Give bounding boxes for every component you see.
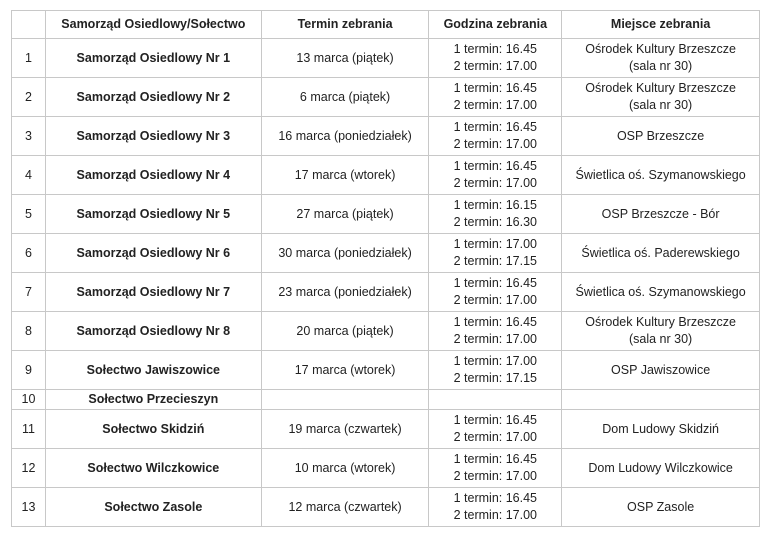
cell-name bbox=[45, 39, 261, 78]
cell-place bbox=[562, 312, 760, 351]
cell-num bbox=[12, 195, 46, 234]
cell-name bbox=[45, 449, 261, 488]
cell-time-time2: 2 termin: 17.00 bbox=[453, 137, 538, 151]
cell-date bbox=[261, 117, 429, 156]
cell-time bbox=[429, 449, 562, 488]
header-time: Godzina zebrania bbox=[429, 11, 562, 39]
cell-time-time2: 2 termin: 17.00 bbox=[453, 59, 538, 73]
cell-time-time2: 2 termin: 17.00 bbox=[453, 332, 538, 346]
cell-name bbox=[45, 195, 261, 234]
cell-num-num: 10 bbox=[21, 392, 36, 406]
cell-date-date: 27 marca (piątek) bbox=[296, 206, 394, 221]
cell-name bbox=[45, 273, 261, 312]
cell-place-place2: (sala nr 30) bbox=[628, 59, 693, 73]
cell-name bbox=[45, 488, 261, 527]
cell-place-place1: Ośrodek Kultury Brzeszcze bbox=[585, 315, 736, 329]
cell-time bbox=[429, 410, 562, 449]
cell-name bbox=[45, 410, 261, 449]
cell-num bbox=[12, 390, 46, 410]
cell-place bbox=[562, 234, 760, 273]
cell-num-num: 11 bbox=[21, 421, 35, 436]
cell-place-place1: Świetlica oś. Paderewskiego bbox=[581, 245, 740, 260]
cell-name-name: Sołectwo Wilczkowice bbox=[87, 460, 220, 475]
cell-name-name: Sołectwo Zasole bbox=[104, 499, 203, 514]
cell-num-num: 1 bbox=[25, 50, 32, 65]
cell-date-date: 17 marca (wtorek) bbox=[294, 167, 396, 182]
table-row bbox=[12, 273, 760, 312]
cell-name bbox=[45, 390, 261, 410]
header-place: Miejsce zebrania bbox=[562, 11, 760, 39]
cell-time bbox=[429, 273, 562, 312]
header-name: Samorząd Osiedlowy/Sołectwo bbox=[45, 11, 261, 39]
cell-place bbox=[562, 117, 760, 156]
cell-name-name: Samorząd Osiedlowy Nr 8 bbox=[76, 323, 231, 338]
cell-date-date: 23 marca (poniedziałek) bbox=[278, 284, 412, 299]
cell-time bbox=[429, 78, 562, 117]
cell-time bbox=[429, 195, 562, 234]
cell-num-num: 8 bbox=[25, 323, 32, 338]
cell-time-time2: 2 termin: 17.15 bbox=[453, 254, 538, 268]
cell-date bbox=[261, 78, 429, 117]
cell-time-time1: 1 termin: 16.45 bbox=[453, 452, 538, 466]
table-row bbox=[12, 351, 760, 390]
cell-place-place1: OSP Brzeszcze bbox=[616, 128, 705, 143]
cell-date bbox=[261, 390, 429, 410]
table-body bbox=[12, 39, 760, 527]
cell-date bbox=[261, 488, 429, 527]
cell-name-name: Samorząd Osiedlowy Nr 5 bbox=[76, 206, 231, 221]
cell-place bbox=[562, 449, 760, 488]
cell-num bbox=[12, 410, 46, 449]
cell-name-name: Samorząd Osiedlowy Nr 2 bbox=[76, 89, 231, 104]
cell-date bbox=[261, 195, 429, 234]
cell-num-num: 6 bbox=[25, 245, 32, 260]
cell-num-num: 13 bbox=[21, 499, 36, 514]
cell-name bbox=[45, 234, 261, 273]
table-row bbox=[12, 117, 760, 156]
cell-time-time2: 2 termin: 16.30 bbox=[453, 215, 538, 229]
cell-time-time1: 1 termin: 16.15 bbox=[453, 198, 538, 212]
cell-place-place1: Ośrodek Kultury Brzeszcze bbox=[585, 81, 736, 95]
cell-name-name: Sołectwo Przecieszyn bbox=[88, 392, 219, 406]
cell-time-time1: 1 termin: 16.45 bbox=[453, 315, 538, 329]
cell-time-time1: 1 termin: 16.45 bbox=[453, 42, 538, 56]
cell-time-time1: 1 termin: 16.45 bbox=[453, 120, 538, 134]
cell-date-date: 6 marca (piątek) bbox=[299, 89, 391, 104]
cell-time-time1: 1 termin: 16.45 bbox=[453, 81, 538, 95]
cell-date-date: 30 marca (poniedziałek) bbox=[278, 245, 412, 260]
cell-place-place1: Ośrodek Kultury Brzeszcze bbox=[585, 42, 736, 56]
cell-name bbox=[45, 156, 261, 195]
cell-name-name: Samorząd Osiedlowy Nr 3 bbox=[76, 128, 231, 143]
cell-time-time2: 2 termin: 17.00 bbox=[453, 98, 538, 112]
cell-num bbox=[12, 312, 46, 351]
table-row bbox=[12, 78, 760, 117]
cell-time-time2: 2 termin: 17.00 bbox=[453, 508, 538, 522]
cell-time bbox=[429, 117, 562, 156]
cell-time bbox=[429, 312, 562, 351]
cell-time bbox=[429, 488, 562, 527]
cell-date bbox=[261, 449, 429, 488]
cell-place bbox=[562, 78, 760, 117]
cell-time-time2: 2 termin: 17.00 bbox=[453, 176, 538, 190]
cell-time-time1: 1 termin: 17.00 bbox=[453, 354, 538, 368]
cell-date bbox=[261, 312, 429, 351]
table-row bbox=[12, 449, 760, 488]
cell-time bbox=[429, 390, 562, 410]
cell-place bbox=[562, 390, 760, 410]
cell-num bbox=[12, 39, 46, 78]
cell-place-place1: OSP Zasole bbox=[627, 499, 695, 514]
table-row bbox=[12, 312, 760, 351]
cell-place-place1: Świetlica oś. Szymanowskiego bbox=[575, 284, 746, 299]
cell-num-num: 9 bbox=[25, 362, 32, 377]
cell-date-date: 16 marca (poniedziałek) bbox=[278, 128, 412, 143]
table-row bbox=[12, 390, 760, 410]
header-date: Termin zebrania bbox=[261, 11, 429, 39]
cell-num-num: 7 bbox=[25, 284, 32, 299]
cell-place bbox=[562, 273, 760, 312]
meetings-table bbox=[11, 10, 760, 527]
cell-num-num: 12 bbox=[21, 460, 36, 475]
cell-num-num: 4 bbox=[25, 167, 32, 182]
cell-date bbox=[261, 351, 429, 390]
cell-place bbox=[562, 410, 760, 449]
cell-name-name: Samorząd Osiedlowy Nr 4 bbox=[76, 167, 231, 182]
cell-num bbox=[12, 488, 46, 527]
cell-time bbox=[429, 351, 562, 390]
cell-place-place2: (sala nr 30) bbox=[628, 332, 693, 346]
cell-place bbox=[562, 195, 760, 234]
cell-time-time1: 1 termin: 16.45 bbox=[453, 159, 538, 173]
cell-time bbox=[429, 156, 562, 195]
cell-num-num: 2 bbox=[25, 89, 32, 104]
cell-place-place1: OSP Jawiszowice bbox=[611, 362, 711, 377]
table-row bbox=[12, 488, 760, 527]
cell-num bbox=[12, 117, 46, 156]
cell-place-place1: Dom Ludowy Skidziń bbox=[602, 421, 719, 436]
cell-date bbox=[261, 410, 429, 449]
cell-date bbox=[261, 156, 429, 195]
cell-name bbox=[45, 117, 261, 156]
table-row bbox=[12, 156, 760, 195]
cell-name bbox=[45, 351, 261, 390]
cell-date-date: 17 marca (wtorek) bbox=[294, 362, 396, 377]
cell-num bbox=[12, 273, 46, 312]
cell-time-time2: 2 termin: 17.00 bbox=[453, 430, 538, 444]
table-row bbox=[12, 39, 760, 78]
cell-place-place2: (sala nr 30) bbox=[628, 98, 693, 112]
cell-num bbox=[12, 156, 46, 195]
cell-num bbox=[12, 351, 46, 390]
cell-name-name: Sołectwo Skidziń bbox=[102, 421, 205, 436]
cell-name-name: Samorząd Osiedlowy Nr 1 bbox=[76, 50, 231, 65]
table-row bbox=[12, 410, 760, 449]
cell-time-time2: 2 termin: 17.15 bbox=[453, 371, 538, 385]
table-row bbox=[12, 234, 760, 273]
cell-num bbox=[12, 78, 46, 117]
cell-place-place1: Świetlica oś. Szymanowskiego bbox=[575, 167, 746, 182]
cell-time-time2: 2 termin: 17.00 bbox=[453, 469, 538, 483]
cell-time-time1: 1 termin: 16.45 bbox=[453, 491, 538, 505]
cell-name bbox=[45, 78, 261, 117]
cell-date-date: 20 marca (piątek) bbox=[296, 323, 394, 338]
table-row bbox=[12, 195, 760, 234]
cell-place bbox=[562, 156, 760, 195]
cell-name bbox=[45, 312, 261, 351]
cell-name-name: Samorząd Osiedlowy Nr 6 bbox=[76, 245, 231, 260]
cell-date-date: 13 marca (piątek) bbox=[296, 50, 394, 65]
cell-date bbox=[261, 234, 429, 273]
cell-num bbox=[12, 234, 46, 273]
cell-date bbox=[261, 273, 429, 312]
cell-name-name: Sołectwo Jawiszowice bbox=[86, 362, 221, 377]
cell-date-date: 12 marca (czwartek) bbox=[288, 499, 402, 514]
cell-place-place1: Dom Ludowy Wilczkowice bbox=[588, 460, 733, 475]
cell-time-time1: 1 termin: 16.45 bbox=[453, 413, 538, 427]
cell-name-name: Samorząd Osiedlowy Nr 7 bbox=[76, 284, 231, 299]
header-num bbox=[12, 11, 46, 39]
cell-num-num: 5 bbox=[25, 206, 32, 221]
cell-place bbox=[562, 39, 760, 78]
cell-time bbox=[429, 39, 562, 78]
cell-date-date: 10 marca (wtorek) bbox=[294, 460, 396, 475]
cell-time-time1: 1 termin: 16.45 bbox=[453, 276, 538, 290]
cell-place bbox=[562, 488, 760, 527]
cell-time-time1: 1 termin: 17.00 bbox=[453, 237, 538, 251]
cell-time bbox=[429, 234, 562, 273]
header-row bbox=[12, 11, 760, 39]
cell-date-date: 19 marca (czwartek) bbox=[288, 421, 402, 436]
cell-num bbox=[12, 449, 46, 488]
cell-place bbox=[562, 351, 760, 390]
cell-date bbox=[261, 39, 429, 78]
cell-num-num: 3 bbox=[25, 128, 32, 143]
cell-time-time2: 2 termin: 17.00 bbox=[453, 293, 538, 307]
cell-place-place1: OSP Brzeszcze - Bór bbox=[601, 206, 720, 221]
